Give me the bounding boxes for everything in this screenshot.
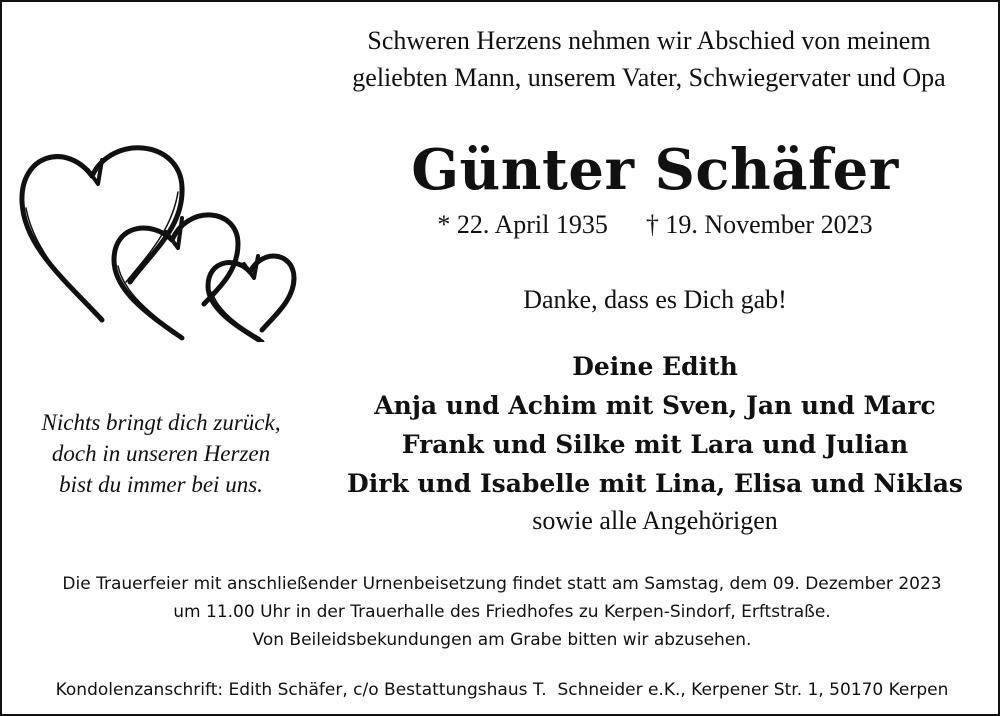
three-hearts-icon	[12, 132, 302, 342]
intro-line-2: geliebten Mann, unserem Vater, Schwiegervater und Opa	[352, 63, 946, 92]
quote-line-2: doch in unseren Herzen	[51, 441, 271, 466]
intro-text	[314, 22, 984, 96]
quote	[16, 407, 306, 500]
quote-line-1: Nichts bringt dich zurück,	[41, 410, 281, 435]
family-line-1: Deine Edith	[572, 352, 738, 381]
intro-line-1: Schweren Herzens nehmen wir Abschied von meinem	[367, 26, 931, 55]
family-list	[302, 347, 1000, 539]
deceased-name: Günter Schäfer	[411, 137, 899, 203]
condolence-address: Kondolenzanschrift: Edith Schäfer, c/o Bestattungshaus T. Schneider e.K., Kerpener Str. 1, 50170 Kerpen	[55, 680, 949, 700]
ceremony-line-3: Von Beileidsbekundungen am Grabe bitten wir abzusehen.	[252, 630, 752, 650]
family-line-3: Frank und Silke mit Lara und Julian	[401, 430, 909, 459]
thanks-line: Danke, dass es Dich gab!	[523, 285, 787, 314]
quote-line-3: bist du immer bei uns.	[59, 472, 263, 497]
birth-date: * 22. April 1935	[437, 210, 608, 239]
ceremony-info	[2, 570, 1000, 654]
death-date: † 19. November 2023	[645, 210, 873, 239]
ceremony-line-1: Die Trauerfeier mit anschließender Urnenbeisetzung findet statt am Samstag, dem 09. Dezember 2023	[62, 574, 942, 594]
family-line-4: Dirk und Isabelle mit Lina, Elisa und Niklas	[347, 469, 963, 498]
family-line-2: Anja und Achim mit Sven, Jan und Marc	[374, 391, 936, 420]
relatives-line: sowie alle Angehörigen	[532, 506, 778, 535]
ceremony-line-2: um 11.00 Uhr in der Trauerhalle des Friedhofes zu Kerpen-Sindorf, Erftstraße.	[173, 602, 831, 622]
life-dates	[302, 209, 1000, 241]
